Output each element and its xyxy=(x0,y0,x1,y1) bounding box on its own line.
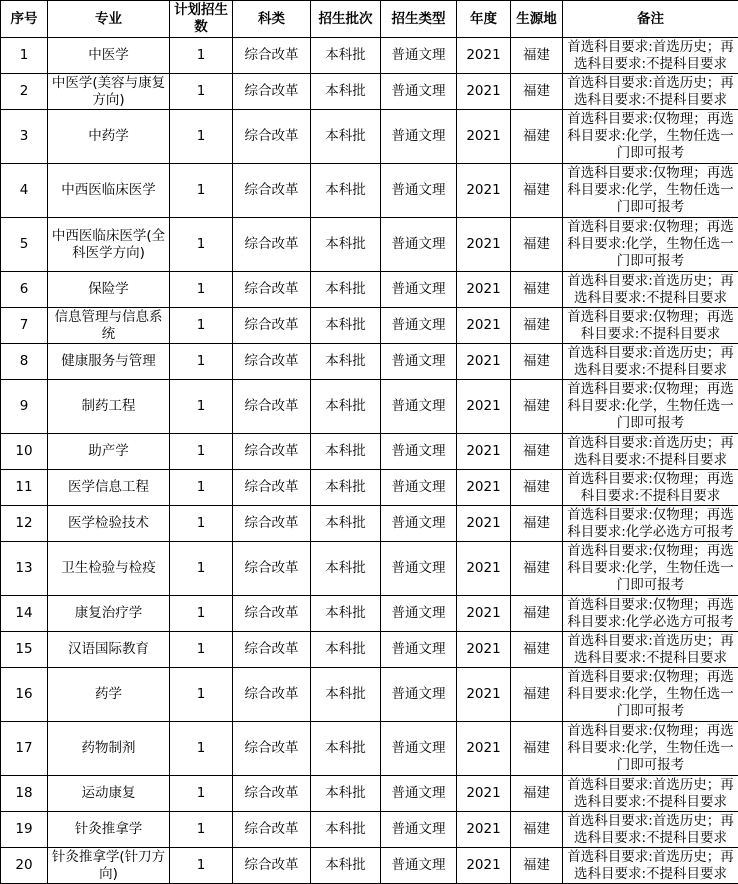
cell-origin: 福建 xyxy=(511,74,563,110)
cell-origin: 福建 xyxy=(511,308,563,344)
cell-no: 6 xyxy=(1,272,48,308)
cell-year: 2021 xyxy=(457,344,511,380)
table-row xyxy=(1,110,738,164)
table-row xyxy=(1,776,738,812)
cell-no: 14 xyxy=(1,596,48,632)
cell-major: 助产学 xyxy=(48,434,170,470)
cell-origin: 福建 xyxy=(511,38,563,74)
cell-major: 中西医临床医学 xyxy=(48,164,170,218)
cell-batch: 本科批 xyxy=(311,668,381,722)
cell-origin: 福建 xyxy=(511,812,563,848)
cell-note: 首选科目要求:仅物理；再选科目要求:化学，生物任选一门即可报考 xyxy=(563,722,738,776)
cell-plan: 1 xyxy=(170,848,233,884)
cell-category: 综合改革 xyxy=(233,434,311,470)
cell-note: 首选科目要求:首选历史；再选科目要求:不提科目要求 xyxy=(563,74,738,110)
cell-type: 普通文理 xyxy=(381,596,457,632)
cell-note: 首选科目要求:首选历史；再选科目要求:不提科目要求 xyxy=(563,344,738,380)
cell-plan: 1 xyxy=(170,74,233,110)
cell-year: 2021 xyxy=(457,218,511,272)
cell-major: 中西医临床医学(全科医学方向) xyxy=(48,218,170,272)
cell-note: 首选科目要求:仅物理；再选科目要求:化学，生物任选一门即可报考 xyxy=(563,380,738,434)
cell-type: 普通文理 xyxy=(381,632,457,668)
cell-type: 普通文理 xyxy=(381,110,457,164)
cell-year: 2021 xyxy=(457,506,511,542)
cell-major: 汉语国际教育 xyxy=(48,632,170,668)
cell-origin: 福建 xyxy=(511,164,563,218)
cell-year: 2021 xyxy=(457,38,511,74)
cell-batch: 本科批 xyxy=(311,218,381,272)
cell-no: 5 xyxy=(1,218,48,272)
cell-type: 普通文理 xyxy=(381,470,457,506)
header-batch: 招生批次 xyxy=(311,1,381,38)
header-note: 备注 xyxy=(563,1,738,38)
cell-major: 运动康复 xyxy=(48,776,170,812)
cell-no: 3 xyxy=(1,110,48,164)
header-plan: 计划招生数 xyxy=(170,1,233,38)
cell-batch: 本科批 xyxy=(311,74,381,110)
cell-origin: 福建 xyxy=(511,596,563,632)
cell-note: 首选科目要求:首选历史；再选科目要求:不提科目要求 xyxy=(563,848,738,884)
table-row xyxy=(1,344,738,380)
cell-major: 医学信息工程 xyxy=(48,470,170,506)
cell-batch: 本科批 xyxy=(311,308,381,344)
cell-origin: 福建 xyxy=(511,110,563,164)
cell-batch: 本科批 xyxy=(311,272,381,308)
cell-year: 2021 xyxy=(457,110,511,164)
cell-no: 18 xyxy=(1,776,48,812)
cell-note: 首选科目要求:仅物理；再选科目要求:化学，生物任选一门即可报考 xyxy=(563,164,738,218)
cell-no: 12 xyxy=(1,506,48,542)
cell-type: 普通文理 xyxy=(381,542,457,596)
cell-plan: 1 xyxy=(170,272,233,308)
cell-category: 综合改革 xyxy=(233,110,311,164)
cell-major: 药物制剂 xyxy=(48,722,170,776)
cell-note: 首选科目要求:仅物理；再选科目要求:不提科目要求 xyxy=(563,308,738,344)
cell-category: 综合改革 xyxy=(233,344,311,380)
cell-year: 2021 xyxy=(457,308,511,344)
header-no: 序号 xyxy=(1,1,48,38)
cell-no: 10 xyxy=(1,434,48,470)
cell-plan: 1 xyxy=(170,776,233,812)
cell-year: 2021 xyxy=(457,812,511,848)
cell-plan: 1 xyxy=(170,542,233,596)
cell-batch: 本科批 xyxy=(311,632,381,668)
cell-plan: 1 xyxy=(170,470,233,506)
cell-type: 普通文理 xyxy=(381,218,457,272)
cell-origin: 福建 xyxy=(511,272,563,308)
cell-type: 普通文理 xyxy=(381,776,457,812)
table-row xyxy=(1,632,738,668)
cell-plan: 1 xyxy=(170,38,233,74)
cell-category: 综合改革 xyxy=(233,74,311,110)
cell-no: 13 xyxy=(1,542,48,596)
cell-type: 普通文理 xyxy=(381,812,457,848)
cell-major: 针灸推拿学(针刀方向) xyxy=(48,848,170,884)
cell-major: 药学 xyxy=(48,668,170,722)
cell-year: 2021 xyxy=(457,848,511,884)
table-row xyxy=(1,164,738,218)
cell-year: 2021 xyxy=(457,632,511,668)
cell-origin: 福建 xyxy=(511,380,563,434)
table-row xyxy=(1,38,738,74)
cell-no: 20 xyxy=(1,848,48,884)
cell-year: 2021 xyxy=(457,74,511,110)
cell-origin: 福建 xyxy=(511,668,563,722)
header-origin: 生源地 xyxy=(511,1,563,38)
table-row xyxy=(1,848,738,884)
cell-plan: 1 xyxy=(170,434,233,470)
cell-note: 首选科目要求:仅物理；再选科目要求:化学，生物任选一门即可报考 xyxy=(563,218,738,272)
cell-type: 普通文理 xyxy=(381,38,457,74)
cell-type: 普通文理 xyxy=(381,668,457,722)
cell-category: 综合改革 xyxy=(233,218,311,272)
cell-major: 卫生检验与检疫 xyxy=(48,542,170,596)
cell-no: 9 xyxy=(1,380,48,434)
cell-origin: 福建 xyxy=(511,218,563,272)
cell-batch: 本科批 xyxy=(311,596,381,632)
cell-plan: 1 xyxy=(170,344,233,380)
cell-no: 11 xyxy=(1,470,48,506)
cell-origin: 福建 xyxy=(511,344,563,380)
cell-type: 普通文理 xyxy=(381,344,457,380)
table-row xyxy=(1,506,738,542)
cell-plan: 1 xyxy=(170,668,233,722)
cell-batch: 本科批 xyxy=(311,434,381,470)
header-year: 年度 xyxy=(457,1,511,38)
cell-no: 17 xyxy=(1,722,48,776)
table-row xyxy=(1,218,738,272)
cell-note: 首选科目要求:首选历史；再选科目要求:不提科目要求 xyxy=(563,632,738,668)
cell-category: 综合改革 xyxy=(233,272,311,308)
cell-note: 首选科目要求:仅物理；再选科目要求:化学，生物任选一门即可报考 xyxy=(563,110,738,164)
cell-year: 2021 xyxy=(457,470,511,506)
cell-plan: 1 xyxy=(170,164,233,218)
cell-batch: 本科批 xyxy=(311,344,381,380)
table-row xyxy=(1,722,738,776)
cell-plan: 1 xyxy=(170,380,233,434)
cell-note: 首选科目要求:仅物理；再选科目要求:化学必选方可报考 xyxy=(563,596,738,632)
cell-note: 首选科目要求:首选历史；再选科目要求:不提科目要求 xyxy=(563,272,738,308)
cell-type: 普通文理 xyxy=(381,272,457,308)
cell-major: 针灸推拿学 xyxy=(48,812,170,848)
cell-plan: 1 xyxy=(170,596,233,632)
cell-origin: 福建 xyxy=(511,722,563,776)
cell-type: 普通文理 xyxy=(381,380,457,434)
cell-year: 2021 xyxy=(457,434,511,470)
cell-plan: 1 xyxy=(170,812,233,848)
cell-major: 制药工程 xyxy=(48,380,170,434)
cell-no: 19 xyxy=(1,812,48,848)
cell-no: 8 xyxy=(1,344,48,380)
cell-category: 综合改革 xyxy=(233,668,311,722)
table-row xyxy=(1,434,738,470)
cell-no: 7 xyxy=(1,308,48,344)
cell-major: 中医学(美容与康复方向) xyxy=(48,74,170,110)
cell-origin: 福建 xyxy=(511,776,563,812)
cell-batch: 本科批 xyxy=(311,542,381,596)
cell-batch: 本科批 xyxy=(311,470,381,506)
cell-batch: 本科批 xyxy=(311,380,381,434)
cell-plan: 1 xyxy=(170,308,233,344)
cell-type: 普通文理 xyxy=(381,308,457,344)
header-major: 专业 xyxy=(48,1,170,38)
cell-year: 2021 xyxy=(457,668,511,722)
cell-batch: 本科批 xyxy=(311,110,381,164)
cell-major: 健康服务与管理 xyxy=(48,344,170,380)
cell-major: 保险学 xyxy=(48,272,170,308)
cell-category: 综合改革 xyxy=(233,380,311,434)
cell-category: 综合改革 xyxy=(233,812,311,848)
table-row xyxy=(1,308,738,344)
cell-no: 1 xyxy=(1,38,48,74)
cell-major: 信息管理与信息系统 xyxy=(48,308,170,344)
table-row xyxy=(1,380,738,434)
cell-batch: 本科批 xyxy=(311,776,381,812)
cell-plan: 1 xyxy=(170,632,233,668)
cell-note: 首选科目要求:仅物理；再选科目要求:不提科目要求 xyxy=(563,470,738,506)
cell-category: 综合改革 xyxy=(233,722,311,776)
cell-year: 2021 xyxy=(457,776,511,812)
cell-type: 普通文理 xyxy=(381,722,457,776)
cell-major: 中医学 xyxy=(48,38,170,74)
cell-year: 2021 xyxy=(457,272,511,308)
cell-origin: 福建 xyxy=(511,470,563,506)
cell-major: 中药学 xyxy=(48,110,170,164)
cell-note: 首选科目要求:首选历史；再选科目要求:不提科目要求 xyxy=(563,812,738,848)
cell-plan: 1 xyxy=(170,506,233,542)
cell-batch: 本科批 xyxy=(311,848,381,884)
cell-category: 综合改革 xyxy=(233,470,311,506)
cell-category: 综合改革 xyxy=(233,506,311,542)
cell-note: 首选科目要求:仅物理；再选科目要求:化学，生物任选一门即可报考 xyxy=(563,542,738,596)
cell-year: 2021 xyxy=(457,164,511,218)
cell-origin: 福建 xyxy=(511,632,563,668)
cell-note: 首选科目要求:首选历史；再选科目要求:不提科目要求 xyxy=(563,434,738,470)
cell-plan: 1 xyxy=(170,110,233,164)
cell-note: 首选科目要求:首选历史；再选科目要求:不提科目要求 xyxy=(563,776,738,812)
table-row xyxy=(1,668,738,722)
table-row xyxy=(1,812,738,848)
cell-type: 普通文理 xyxy=(381,164,457,218)
cell-type: 普通文理 xyxy=(381,74,457,110)
cell-year: 2021 xyxy=(457,542,511,596)
cell-type: 普通文理 xyxy=(381,434,457,470)
cell-batch: 本科批 xyxy=(311,812,381,848)
cell-batch: 本科批 xyxy=(311,722,381,776)
cell-major: 康复治疗学 xyxy=(48,596,170,632)
cell-no: 16 xyxy=(1,668,48,722)
table-row xyxy=(1,596,738,632)
cell-note: 首选科目要求:仅物理；再选科目要求:化学，生物任选一门即可报考 xyxy=(563,668,738,722)
cell-origin: 福建 xyxy=(511,506,563,542)
header-type: 招生类型 xyxy=(381,1,457,38)
cell-batch: 本科批 xyxy=(311,38,381,74)
cell-category: 综合改革 xyxy=(233,308,311,344)
cell-category: 综合改革 xyxy=(233,848,311,884)
cell-category: 综合改革 xyxy=(233,776,311,812)
cell-plan: 1 xyxy=(170,218,233,272)
header-row xyxy=(1,1,738,38)
cell-category: 综合改革 xyxy=(233,632,311,668)
cell-category: 综合改革 xyxy=(233,164,311,218)
cell-type: 普通文理 xyxy=(381,506,457,542)
cell-major: 医学检验技术 xyxy=(48,506,170,542)
cell-category: 综合改革 xyxy=(233,596,311,632)
cell-category: 综合改革 xyxy=(233,542,311,596)
cell-batch: 本科批 xyxy=(311,506,381,542)
cell-origin: 福建 xyxy=(511,848,563,884)
cell-year: 2021 xyxy=(457,722,511,776)
cell-year: 2021 xyxy=(457,596,511,632)
cell-plan: 1 xyxy=(170,722,233,776)
header-category: 科类 xyxy=(233,1,311,38)
table-row xyxy=(1,74,738,110)
table-row xyxy=(1,272,738,308)
cell-no: 15 xyxy=(1,632,48,668)
cell-origin: 福建 xyxy=(511,542,563,596)
cell-category: 综合改革 xyxy=(233,38,311,74)
cell-type: 普通文理 xyxy=(381,848,457,884)
cell-origin: 福建 xyxy=(511,434,563,470)
table-row xyxy=(1,470,738,506)
table-row xyxy=(1,542,738,596)
cell-batch: 本科批 xyxy=(311,164,381,218)
cell-no: 2 xyxy=(1,74,48,110)
cell-note: 首选科目要求:仅物理；再选科目要求:化学必选方可报考 xyxy=(563,506,738,542)
cell-note: 首选科目要求:首选历史；再选科目要求:不提科目要求 xyxy=(563,38,738,74)
cell-year: 2021 xyxy=(457,380,511,434)
cell-no: 4 xyxy=(1,164,48,218)
